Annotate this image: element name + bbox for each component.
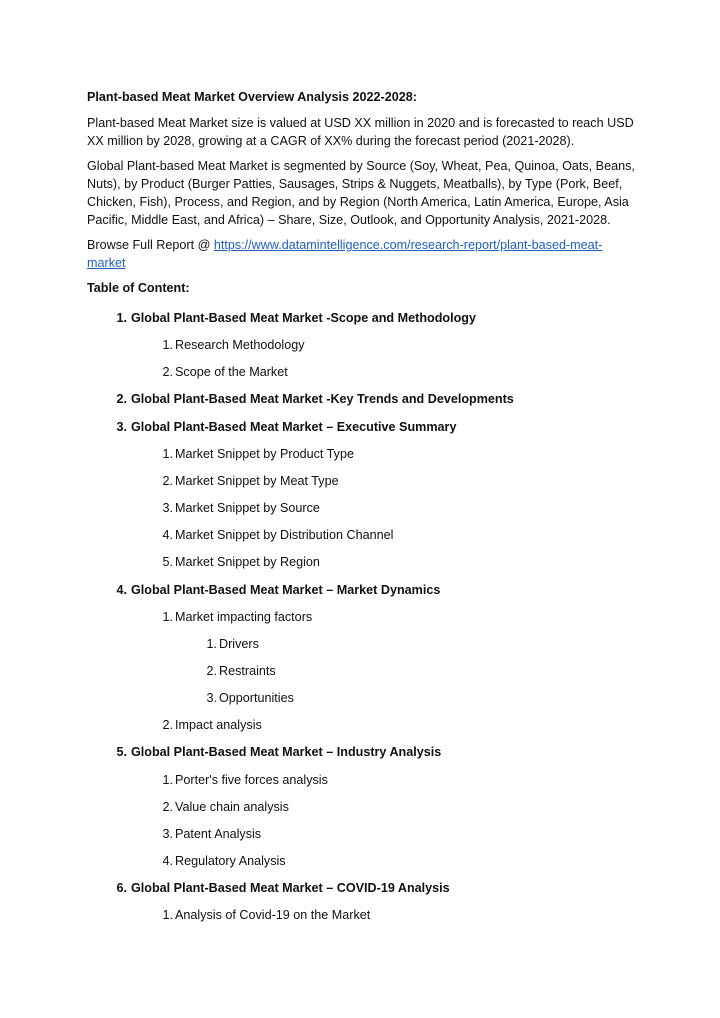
toc-item-number: 6.	[116, 881, 127, 896]
toc-item-number: 4.	[162, 528, 173, 543]
document-body	[87, 88, 635, 297]
toc-item-text: Market Snippet by Source	[175, 501, 320, 516]
toc-item-text: Opportunities	[219, 691, 294, 706]
toc-heading: Table of Content:	[87, 281, 190, 295]
toc-item-number: 4.	[116, 582, 127, 597]
toc-item-text: Drivers	[219, 636, 259, 651]
toc-item-number: 3.	[162, 826, 173, 841]
market-size-paragraph: Plant-based Meat Market size is valued at USD XX million in 2020 and is forecasted to reach USD XX million by 2028, growing at a CAGR of XX% during the forecast period (2021-2028).	[87, 116, 634, 148]
browse-report-line	[87, 236, 635, 272]
toc-item-text: Market Snippet by Meat Type	[175, 473, 339, 488]
toc-item-text: Global Plant-Based Meat Market – Industry Analysis	[131, 745, 442, 760]
toc-item-text: Market Snippet by Region	[175, 555, 320, 570]
toc-item-number: 2.	[116, 392, 127, 407]
toc-item-text: Regulatory Analysis	[175, 854, 286, 868]
toc-item-text: Restraints	[219, 663, 276, 678]
toc-item-number: 1.	[162, 338, 173, 353]
toc-item-number: 2.	[162, 718, 173, 733]
toc-item-number: 2.	[162, 365, 173, 380]
toc-item-text: Impact analysis	[175, 718, 262, 733]
toc-item-text: Scope of the Market	[175, 365, 288, 380]
toc-item-text: Market Snippet by Distribution Channel	[175, 528, 394, 543]
toc-item-number: 2.	[162, 473, 173, 488]
toc-item-number: 1.	[162, 908, 173, 923]
toc-item-number: 3.	[116, 419, 127, 434]
document-title: Plant-based Meat Market Overview Analysis 2022-2028:	[87, 90, 417, 104]
toc-item-text: Global Plant-Based Meat Market – Market Dynamics	[131, 582, 441, 597]
toc-item-text: Global Plant-Based Meat Market -Scope and Methodology	[131, 311, 476, 325]
toc-item-number: 1.	[162, 609, 173, 624]
toc-item-number: 2.	[162, 799, 173, 814]
toc-item-number: 3.	[162, 501, 173, 516]
toc-item-text: Value chain analysis	[175, 799, 289, 814]
toc-item-text: Market impacting factors	[175, 609, 313, 624]
toc-item-number: 1.	[162, 772, 173, 787]
toc-item-text: Global Plant-Based Meat Market – Executive Summary	[131, 419, 457, 434]
toc-item-text: Research Methodology	[175, 338, 305, 353]
toc-item-text: Global Plant-Based Meat Market -Key Trends and Developments	[131, 392, 514, 407]
toc-item-text: Patent Analysis	[175, 826, 262, 841]
toc-item-number: 1.	[206, 636, 217, 651]
toc-item-number: 5.	[162, 555, 173, 570]
toc-item-number: 1.	[162, 446, 173, 461]
report-link[interactable]: https://www.datamintelligence.com/research-report/plant-based-meat-market	[87, 238, 603, 270]
segmentation-paragraph: Global Plant-based Meat Market is segmented by Source (Soy, Wheat, Pea, Quinoa, Oats, Beans, Nuts), by Product (Burger Patties, Sausages, Strips & Nuggets, Meatballs), by Type (Pork, Beef, Chicken, Fish), Process, and Region, and by Region (North America, Latin America, Europe, Asia Pacific, Middle East, and Africa) – Share, Size, Outlook, and Opportunity Analysis, 2021-2028.	[87, 159, 635, 227]
toc-item-text: Global Plant-Based Meat Market – COVID-19 Analysis	[131, 881, 450, 896]
toc-item-number: 1.	[116, 311, 127, 325]
toc-item-number: 4.	[162, 854, 173, 868]
toc-item-text: Market Snippet by Product Type	[175, 446, 354, 461]
browse-prefix: Browse Full Report @	[87, 238, 214, 252]
toc-item-text: Porter's five forces analysis	[175, 772, 328, 787]
toc-item-number: 2.	[206, 663, 217, 678]
toc-item-number: 5.	[116, 745, 127, 760]
toc-item-number: 3.	[206, 691, 217, 706]
toc-item-text: Analysis of Covid-19 on the Market	[175, 908, 371, 923]
